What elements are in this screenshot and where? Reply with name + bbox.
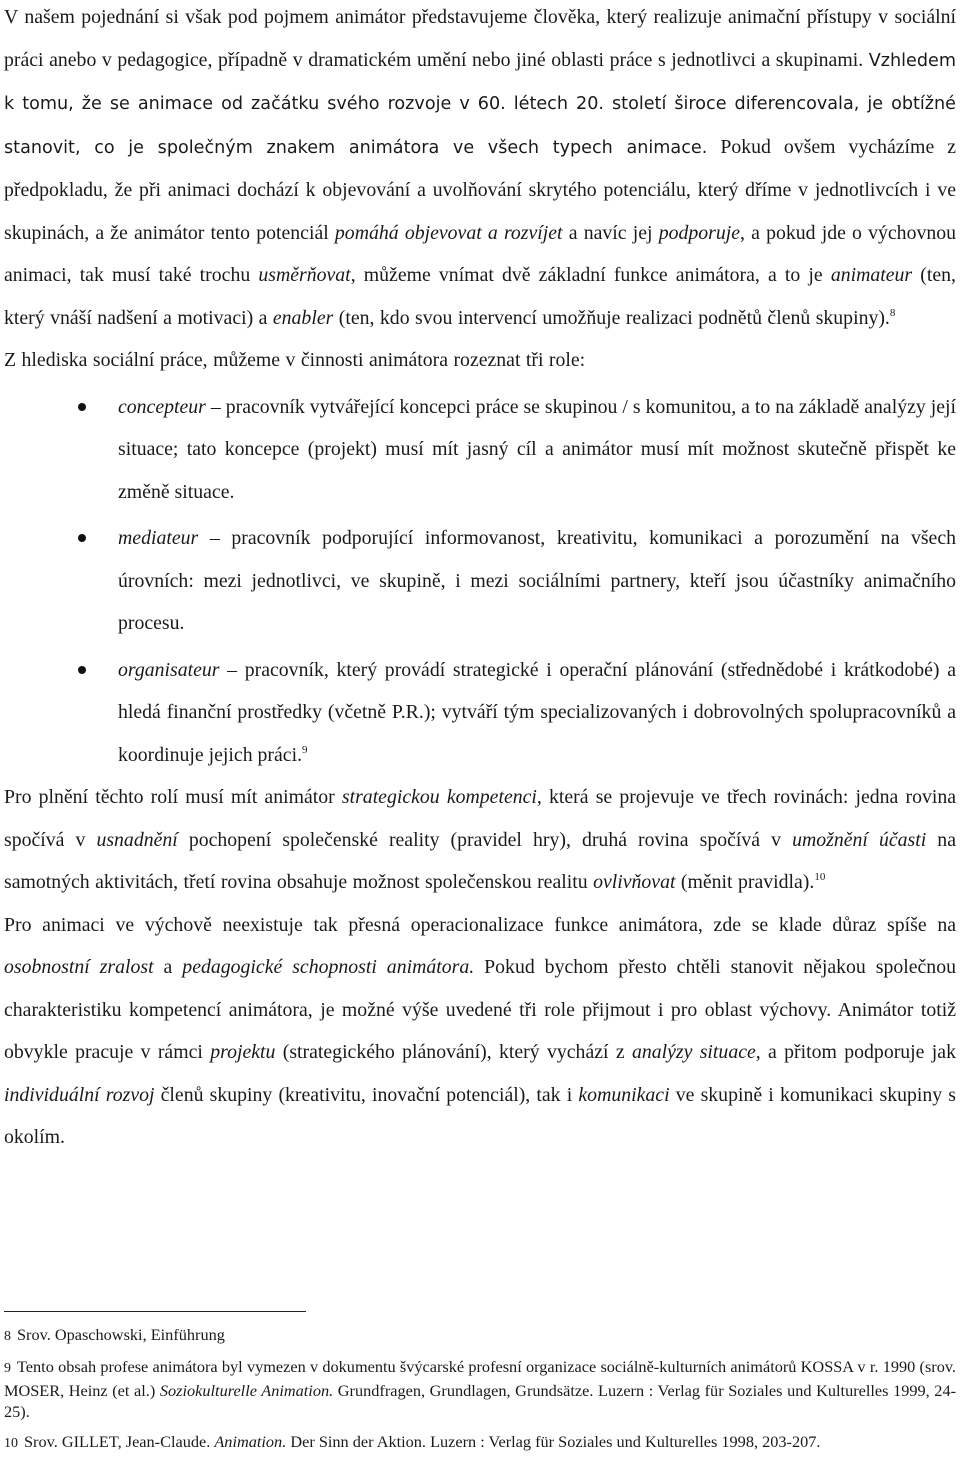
roles-list bbox=[4, 386, 956, 777]
bullet-icon bbox=[78, 403, 86, 411]
paragraph-strategic-competence: Pro plnění těchto rolí musí mít animátor strategickou kompetenci, která se projevuje ve třech rovinách: jedna rovina spočívá v usnadnění pochopení společenské reality (pravidel hry), druhá rovina spočívá v umožnění účasti na samotných aktivitách, třetí rovina obsahuje možnost společenskou realitu ovlivňovat (měnit pravidla).$^{10}$ bbox=[4, 786, 957, 893]
footnote-ref-9: 9 bbox=[302, 743, 308, 756]
footnote-10: 10 Srov. GILLET, Jean-Claude. Animation. Der Sinn der Aktion. Luzern : Verlag für Soziales und Kulturelles 1998, 203-207. bbox=[4, 1432, 821, 1452]
bullet-icon bbox=[78, 666, 86, 674]
list-item-organisateur: organisateur – pracovník, který provádí strategické i operační plánování (střednědobé i krátkodobé) a hledá finanční prostředky (včetně P.R.); vytváří tým specializovaných i dobrovolných spolupracovníků a koordinuje jejich práci.$^9$ bbox=[4, 649, 956, 777]
paragraph-animator-definition: V našem pojednání si však pod pojmem animátor představujeme člověka, který realizuje animační přístupy v sociální práci anebo v pedagogice, případně v dramatickém umění nebo jiné oblasti práce s jednotlivci a skupinami. Vzhledem k tomu, že se animace od začátku svého rozvoje v 60. létech 20. století široce diferencovala, je obtížné stanovit, co je společným znakem animátora ve všech typech animace. Pokud ovšem vycházíme z předpokladu, že při animaci dochází k objevování a uvolňování skrytého potenciálu, který dříme v jednotlivcích i ve skupinách, a že animátor tento potenciál pomáhá objevovat a rozvíjet a navíc jej podporuje, a pokud jde o výchovnou animaci, tak musí také trochu usměrňovat, můžeme vnímat dvě základní funkce animátora, a to je animateur (ten, který vnáší nadšení a motivaci) a enabler (ten, kdo svou intervencí umožňuje realizaci podnětů členů skupiny).$^8$ bbox=[4, 6, 957, 329]
footnote-ref-8: 8 bbox=[889, 306, 896, 319]
paragraph-education-animation: Pro animaci ve výchově neexistuje tak přesná operacionalizace funkce animátora, zde se klade důraz spíše na osobnostní zralost a pedagogické schopnosti animátora. Pokud bychom přesto chtěli stanovit nějakou společnou charakteristiku kompetencí animátora, je možné výše uvedené tři role přijmout i pro oblast výchovy. Animátor totiž obvykle pracuje v rámci projektu (strategického plánování), který vychází z analýzy situace, a přitom podporuje jak individuální rozvoj členů skupiny (kreativitu, inovační potenciál), tak i komunikaci ve skupině i komunikaci skupiny s okolím. bbox=[4, 913, 956, 1148]
bullet-icon bbox=[78, 534, 86, 542]
footnote-ref-10: 10 bbox=[814, 871, 826, 883]
list-item-concepteur: concepteur – pracovník vytvářející koncepci práce se skupinou / s komunitou, a to na základě analýzy její situace; tato koncepce (projekt) musí mít jasný cíl a animátor musí mít možnost skutečně přispět ke změně situace. bbox=[4, 386, 956, 514]
footnotes bbox=[4, 1324, 956, 1456]
footnote-9: 9 Tento obsah profese animátora byl vymezen v dokumentu švýcarské profesní organizace sociálně-kulturních animátorů KOSSA v r. 1990 (srov. MOSER, Heinz (et al.) Soziokulturelle Animation. Grundfragen, Grundlagen, Grundsätze. Luzern : Verlag für Soziales und Kulturelles 1999, 24-25). bbox=[4, 1356, 957, 1422]
paragraph-roles-intro: Z hlediska sociální práce, můžeme v činnosti animátora rozeznat tři role: bbox=[4, 349, 586, 371]
footnote-separator bbox=[4, 1311, 306, 1312]
footnote-8: 8 Srov. Opaschowski, Einführung bbox=[4, 1325, 225, 1344]
list-item-mediateur: mediateur – pracovník podporující informovanost, kreativitu, komunikaci a porozumění na všech úrovních: mezi jednotlivci, ve skupině, i mezi sociálními partnery, kteří jsou účastníky animačního procesu. bbox=[4, 517, 956, 645]
document-page bbox=[4, 0, 956, 1159]
